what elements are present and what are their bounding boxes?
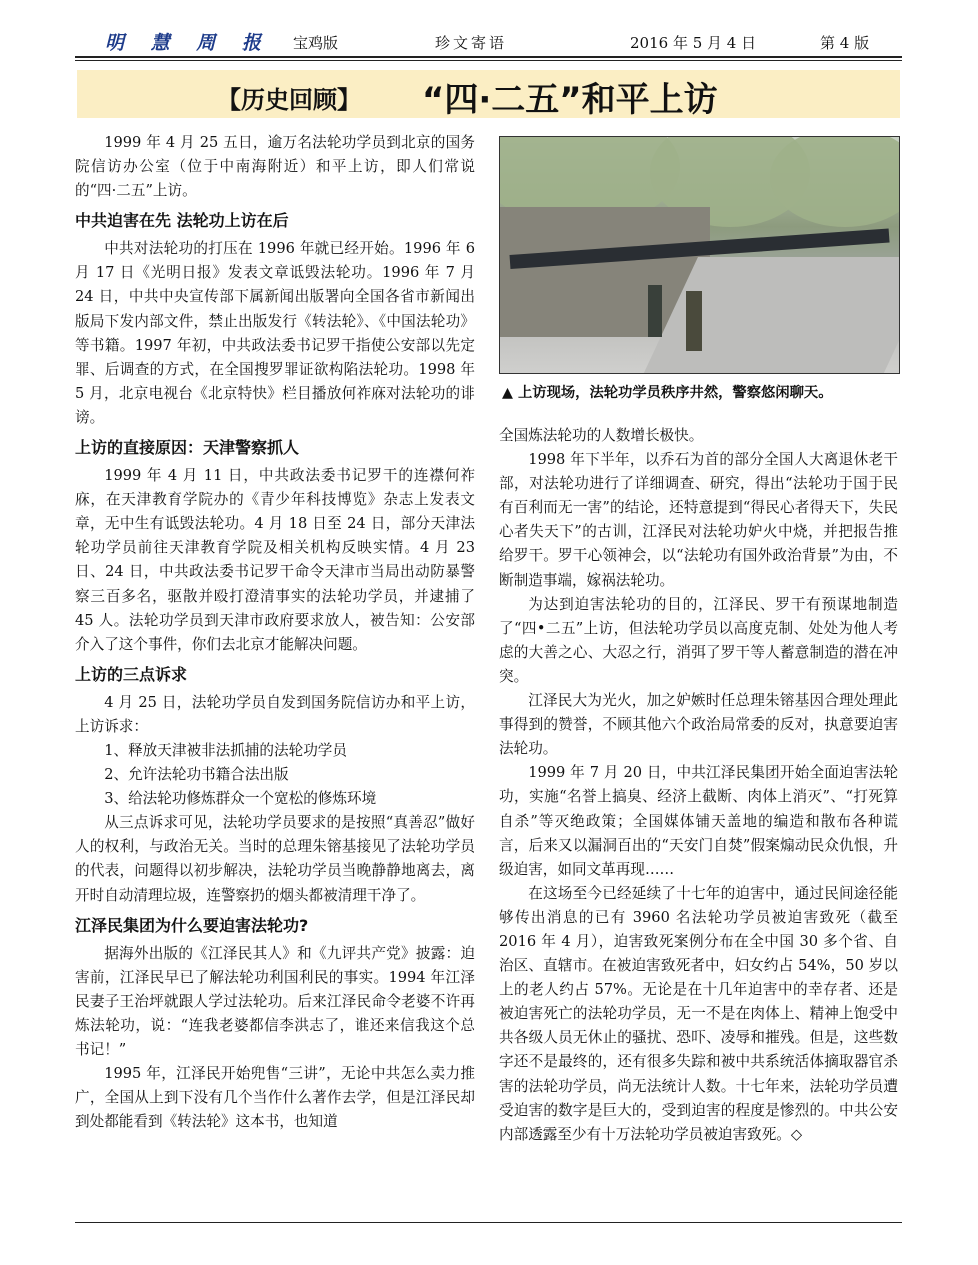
paragraph: 江泽民大为光火，加之妒嫉时任总理朱镕基因合理处理此事得到的赞誉，不顾其他六个政治局常委的反对，执意要迫害法轮功。 bbox=[499, 692, 898, 758]
column-label: 珍文寄语 bbox=[435, 34, 508, 52]
list-item: 2、允许法轮功书籍合法出版 bbox=[104, 766, 289, 784]
photo-caption: ▲ 上访现场，法轮功学员秩序井然，警察悠闲聊天。 bbox=[502, 385, 833, 401]
section-heading-1: 中共迫害在先 法轮功上访在后 bbox=[75, 211, 289, 231]
newspaper-header bbox=[75, 30, 902, 54]
right-column bbox=[499, 424, 898, 1147]
paragraph: 为达到迫害法轮功的目的，江泽民、罗干有预谋地制造了“四•二五”上访，但法轮功学员以高度克制、处处为他人考虑的大善之心、大忍之行，消弭了罗干等人蓄意制造的潜在冲突。 bbox=[499, 595, 898, 685]
header-divider-thin bbox=[75, 60, 902, 61]
paragraph: 1995 年，江泽民开始兜售“三讲”，无论中共怎么卖力推广，全国从上到下没有几个当作什么著作去学，但是江泽民却到处都能看到《转法轮》这本书，也知道 bbox=[75, 1065, 475, 1131]
paragraph: 4 月 25 日，法轮功学员自发到国务院信访办和平上访，上访诉求： bbox=[75, 693, 475, 735]
paragraph: 1998 年下半年，以乔石为首的部分全国人大离退休老干部，对法轮功进行了详细调查、研究，得出“法轮功于国于民有百利而无一害”的结论，还特意提到“得民心者得天下，失民心者失天下”的古训，江泽民对法轮功妒火中烧，并把报告推给罗干。罗干心领神会，以“法轮功有国外政治背景”为由，不断制造事端，嫁祸法轮功。 bbox=[499, 451, 898, 589]
newspaper-logo: 明 慧 周 报 bbox=[105, 32, 271, 54]
section-heading-4: 江泽民集团为什么要迫害法轮功? bbox=[75, 915, 309, 935]
issue-date: 2016 年 5 月 4 日 bbox=[630, 34, 757, 52]
section-tag: 【历史回顾】 bbox=[217, 85, 361, 114]
edition-label: 宝鸡版 bbox=[293, 34, 339, 52]
intro-paragraph: 1999 年 4 月 25 五日，逾万名法轮功学员到北京的国务院信访办公室（位于中南海附近）和平上访，即人们常说的“四·二五”上访。 bbox=[75, 134, 475, 200]
paragraph: 1999 年 4 月 11 日，中共政法委书记罗干的连襟何祚庥，在天津教育学院办的《青少年科技博览》杂志上发表文章，无中生有诋毁法轮功。4 月 18 日至 24 日，部分天津法轮功学员前往天津教育学院及相关机构反映实情。4 月 23 日、24 日，中共政法委书记罗干命令天津市当局出动防暴警察三百多名，驱散并殴打澄清事实的法轮功学员，并逮捕了 45 人。法轮功学员到天津市政府要求放人，被告知：公安部介入了这个事件，你们去北京才能解决问题。 bbox=[75, 467, 475, 653]
paragraph: 1999 年 7 月 20 日，中共江泽民集团开始全面迫害法轮功，实施“名誉上搞臭、经济上截断、肉体上消灭”、“打死算自杀”等灭绝政策；全国媒体铺天盖地的编造和散布各种谎言，后来又以漏洞百出的“天安门自焚”假案煽动民众仇恨，升级迫害，如同文革再现…… bbox=[499, 764, 898, 878]
paragraph: 中共对法轮功的打压在 1996 年就已经开始。1996 年 6 月 17 日《光明日报》发表文章诋毁法轮功。1996 年 7 月 24 日，中共中央宣传部下属新闻出版署向全国各省市新闻出版局下发内部文件，禁止出版发行《转法轮》、《中国法轮功》等书籍。1997 年初，中共政法委书记罗干指使公安部以先定罪、后调查的方式，在全国搜罗罪证欲构陷法轮功。1998 年 5 月，北京电视台《北京特快》栏目播放何祚庥对法轮功的诽谤。 bbox=[75, 240, 475, 426]
section-heading-3: 上访的三点诉求 bbox=[75, 664, 188, 684]
section-heading-2: 上访的直接原因：天津警察抓人 bbox=[75, 438, 300, 458]
article-banner bbox=[77, 70, 900, 118]
paragraph: 在这场至今已经延续了十七年的迫害中，通过民间途径能够传出消息的已有 3960 名法轮功学员被迫害致死（截至 2016 年 4 月），迫害致死案例分布在全中国 30 多个省、自治区、直辖市。在被迫害致死者中，妇女约占 54%，50 岁以上的老人约占 57%。无论是在十几年迫害中的幸存者、还是被迫害死亡的法轮功学员，无一不是在肉体上、精神上饱受中共各级人员无休止的骚扰、恐吓、凌辱和摧残。但是，这些数字还不是最终的，还有很多失踪和被中共系统活体摘取器官杀害的法轮功学员，尚无法统计人数。十七年来，法轮功学员遭受迫害的数字是巨大的，受到迫害的程度是惨烈的。中共公安内部透露至少有十万法轮功学员被迫害致死。◇ bbox=[499, 884, 898, 1143]
footer-divider bbox=[75, 1222, 902, 1223]
page-number: 第 4 版 bbox=[820, 34, 870, 52]
header-divider bbox=[75, 56, 902, 58]
paragraph: 据海外出版的《江泽民其人》和《九评共产党》披露：迫害前，江泽民早已了解法轮功利国利民的事实。1994 年江泽民妻子王治坪就跟人学过法轮功。后来江泽民命令老婆不许再炼法轮功，说：“连我老婆都信李洪志了，谁还来信我这个总书记！” bbox=[75, 944, 475, 1058]
list-item: 1、释放天津被非法抓捕的法轮功学员 bbox=[104, 741, 347, 759]
article-title: “四·二五”和平上访 bbox=[422, 80, 718, 120]
paragraph: 从三点诉求可见，法轮功学员要求的是按照“真善忍”做好人的权利，与政治无关。当时的总理朱镕基接见了法轮功学员的代表，问题得以初步解决，法轮功学员当晚静静地离去，离开时自动清理垃圾，连警察扔的烟头都被清理干净了。 bbox=[75, 814, 475, 904]
left-column bbox=[75, 131, 475, 1134]
protest-photo bbox=[499, 136, 900, 374]
list-item: 3、给法轮功修炼群众一个宽松的修炼环境 bbox=[104, 790, 377, 808]
paragraph: 全国炼法轮功的人数增长极快。 bbox=[499, 427, 704, 444]
